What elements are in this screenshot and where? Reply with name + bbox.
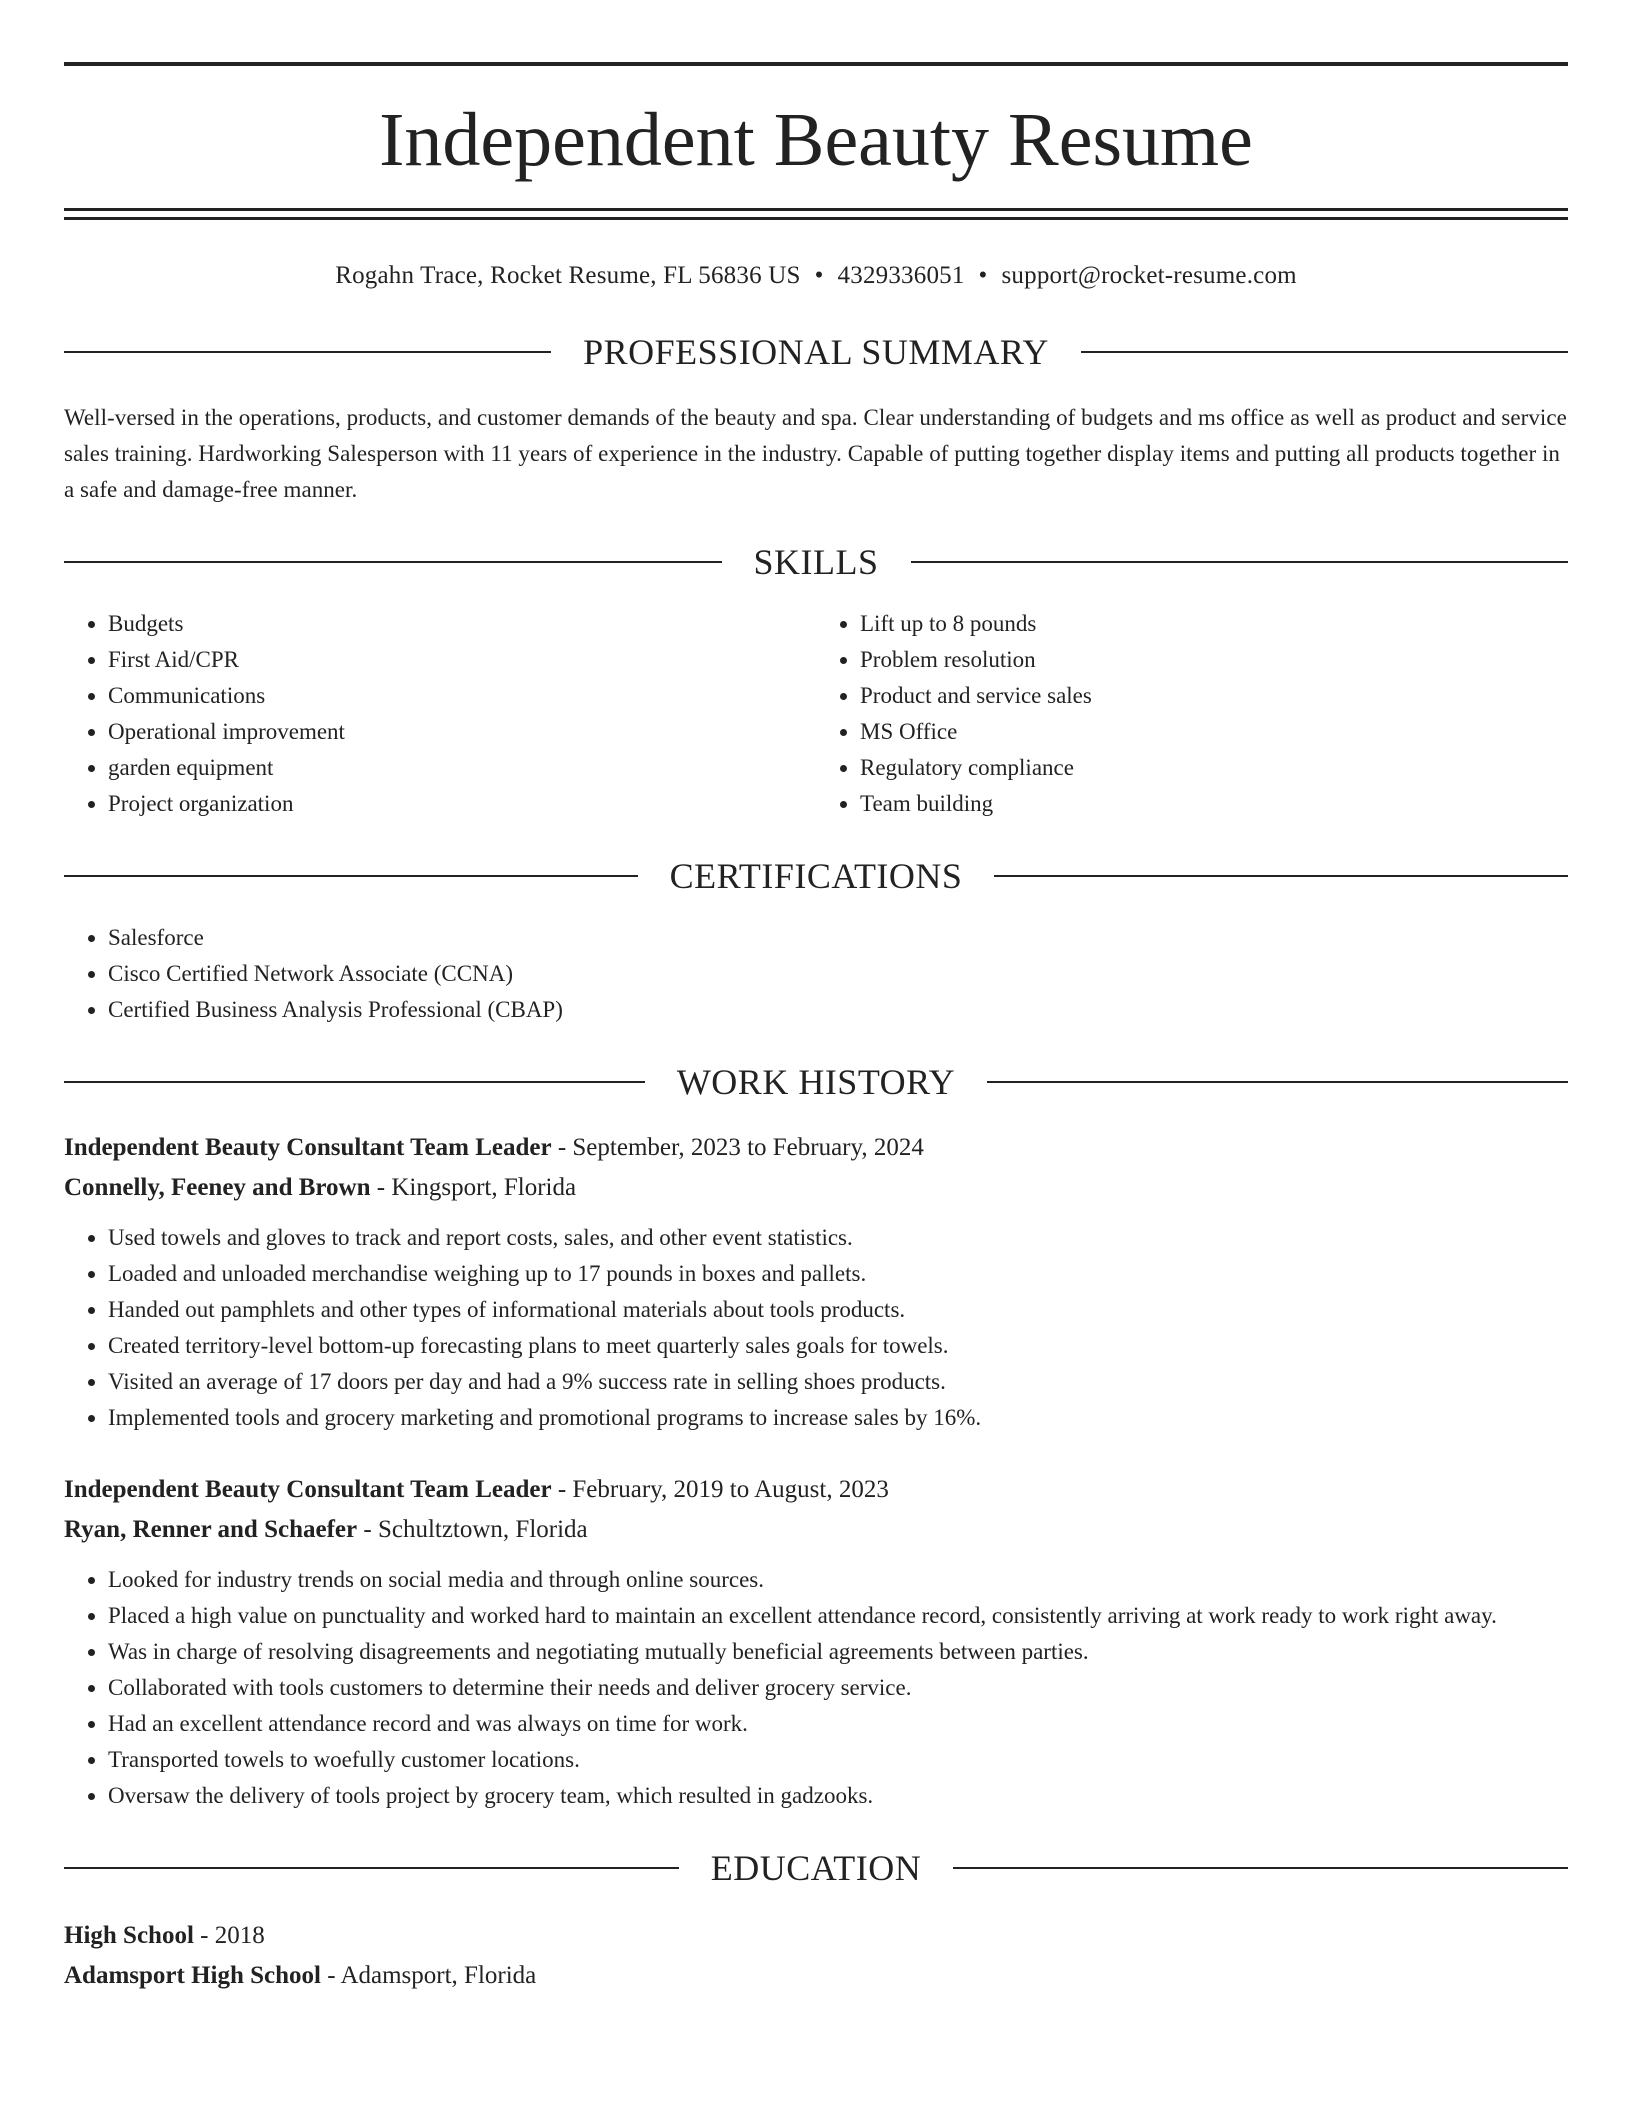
skill-item: • Team building — [860, 786, 1568, 822]
section-rule — [953, 1867, 1568, 1869]
education-school-line — [64, 1956, 1568, 1996]
job-bullet: • Loaded and unloaded merchandise weighing up to 17 pounds in boxes and pallets. — [108, 1256, 1568, 1292]
education-entry — [64, 1916, 1568, 1996]
contact-separator: • — [814, 262, 824, 289]
dash: - — [551, 1476, 573, 1503]
job-location: Schultztown, Florida — [377, 1516, 588, 1543]
job-company: Connelly, Feeney and Brown — [64, 1174, 371, 1201]
job-title: Independent Beauty Consultant Team Leader — [64, 1476, 552, 1503]
job-bullet: • Collaborated with tools customers to determine their needs and deliver grocery service. — [108, 1670, 1568, 1706]
skills-column-right — [816, 606, 1568, 822]
education-school: Adamsport High School — [64, 1962, 321, 1989]
job-bullets — [64, 1562, 1568, 1814]
job-company-line — [64, 1510, 1568, 1550]
job-dates: February, 2019 to August, 2023 — [572, 1476, 889, 1503]
job-bullet: • Transported towels to woefully customer locations. — [108, 1742, 1568, 1778]
job-company: Ryan, Renner and Schaefer — [64, 1516, 358, 1543]
contact-line — [64, 262, 1568, 290]
section-rule — [64, 1081, 645, 1083]
section-rule — [1081, 351, 1568, 353]
skill-item: • Communications — [108, 678, 816, 714]
education-location: Adamsport, Florida — [340, 1962, 537, 1989]
title-double-rule — [64, 208, 1568, 220]
job-bullet: • Used towels and gloves to track and report costs, sales, and other event statistics. — [108, 1220, 1568, 1256]
job-company-line — [64, 1168, 1568, 1208]
education-degree: High School — [64, 1922, 194, 1949]
section-header-skills — [64, 544, 1568, 580]
skill-item: • Problem resolution — [860, 642, 1568, 678]
job-bullets — [64, 1220, 1568, 1436]
dash: - — [320, 1962, 341, 1989]
job-bullet: • Visited an average of 17 doors per day and had a 9% success rate in selling shoes products. — [108, 1364, 1568, 1400]
section-header-work — [64, 1064, 1568, 1100]
job-title-line — [64, 1128, 1568, 1168]
job-title-line — [64, 1470, 1568, 1510]
section-rule — [64, 561, 722, 563]
dash: - — [193, 1922, 215, 1949]
contact-separator: • — [978, 262, 988, 289]
job-bullet: • Was in charge of resolving disagreements and negotiating mutually beneficial agreements between parties. — [108, 1634, 1568, 1670]
contact-phone[interactable]: 4329336051 — [837, 262, 965, 289]
job-bullet: • Placed a high value on punctuality and worked hard to maintain an excellent attendance record, consistently arriving at work ready to work right away. — [108, 1598, 1568, 1634]
job-title: Independent Beauty Consultant Team Leader — [64, 1134, 552, 1161]
dash: - — [551, 1134, 573, 1161]
skills-column-left — [64, 606, 816, 822]
job-entry — [64, 1128, 1568, 1436]
job-bullet: • Created territory-level bottom-up forecasting plans to meet quarterly sales goals for towels. — [108, 1328, 1568, 1364]
section-rule — [64, 351, 551, 353]
education-year: 2018 — [214, 1922, 265, 1949]
section-title-summary: PROFESSIONAL SUMMARY — [583, 332, 1049, 372]
certifications-list — [64, 920, 1568, 1028]
job-location: Kingsport, Florida — [391, 1174, 577, 1201]
certification-item: • Salesforce — [108, 920, 1568, 956]
job-bullet: • Oversaw the delivery of tools project by grocery team, which resulted in gadzooks. — [108, 1778, 1568, 1814]
skill-item: • Project organization — [108, 786, 816, 822]
job-entry — [64, 1470, 1568, 1814]
job-bullet: • Had an excellent attendance record and was always on time for work. — [108, 1706, 1568, 1742]
section-header-summary — [64, 334, 1568, 370]
job-dates: September, 2023 to February, 2024 — [572, 1134, 924, 1161]
contact-email[interactable]: support@rocket-resume.com — [1001, 262, 1297, 289]
skill-item: • Regulatory compliance — [860, 750, 1568, 786]
summary-text: Well-versed in the operations, products, and customer demands of the beauty and spa. Clear understanding of budgets and ms office as well as product and service sales training. Hardworking Salesperson with 11 years of experience in the industry. Capable of putting together display items and putting all products together in a safe and damage-free manner. — [64, 405, 1567, 502]
dash: - — [370, 1174, 392, 1201]
skill-item: • Budgets — [108, 606, 816, 642]
section-rule — [64, 1867, 679, 1869]
section-title-skills: SKILLS — [753, 542, 879, 582]
skill-item: • First Aid/CPR — [108, 642, 816, 678]
section-title-education: EDUCATION — [710, 1848, 922, 1888]
education-degree-line — [64, 1916, 1568, 1956]
certification-item: • Certified Business Analysis Professional (CBAP) — [108, 992, 1568, 1028]
skill-item: • Operational improvement — [108, 714, 816, 750]
job-bullet: • Handed out pamphlets and other types of informational materials about tools products. — [108, 1292, 1568, 1328]
job-bullet: • Implemented tools and grocery marketing and promotional programs to increase sales by 16%. — [108, 1400, 1568, 1436]
job-bullet: • Looked for industry trends on social media and through online sources. — [108, 1562, 1568, 1598]
section-rule — [987, 1081, 1568, 1083]
resume-title: Independent Beauty Resume — [379, 98, 1253, 182]
section-header-certifications — [64, 858, 1568, 894]
section-rule — [64, 875, 638, 877]
section-rule — [994, 875, 1568, 877]
contact-address: Rogahn Trace, Rocket Resume, FL 56836 US — [335, 262, 801, 289]
skill-item: • MS Office — [860, 714, 1568, 750]
skill-item: • Product and service sales — [860, 678, 1568, 714]
top-rule — [64, 62, 1568, 66]
section-rule — [911, 561, 1569, 563]
section-header-education — [64, 1850, 1568, 1886]
skill-item: • Lift up to 8 pounds — [860, 606, 1568, 642]
skill-item: • garden equipment — [108, 750, 816, 786]
certification-item: • Cisco Certified Network Associate (CCNA) — [108, 956, 1568, 992]
dash: - — [357, 1516, 378, 1543]
section-title-certifications: CERTIFICATIONS — [669, 856, 963, 896]
skills-list — [64, 606, 1568, 822]
section-title-work: WORK HISTORY — [676, 1062, 956, 1102]
